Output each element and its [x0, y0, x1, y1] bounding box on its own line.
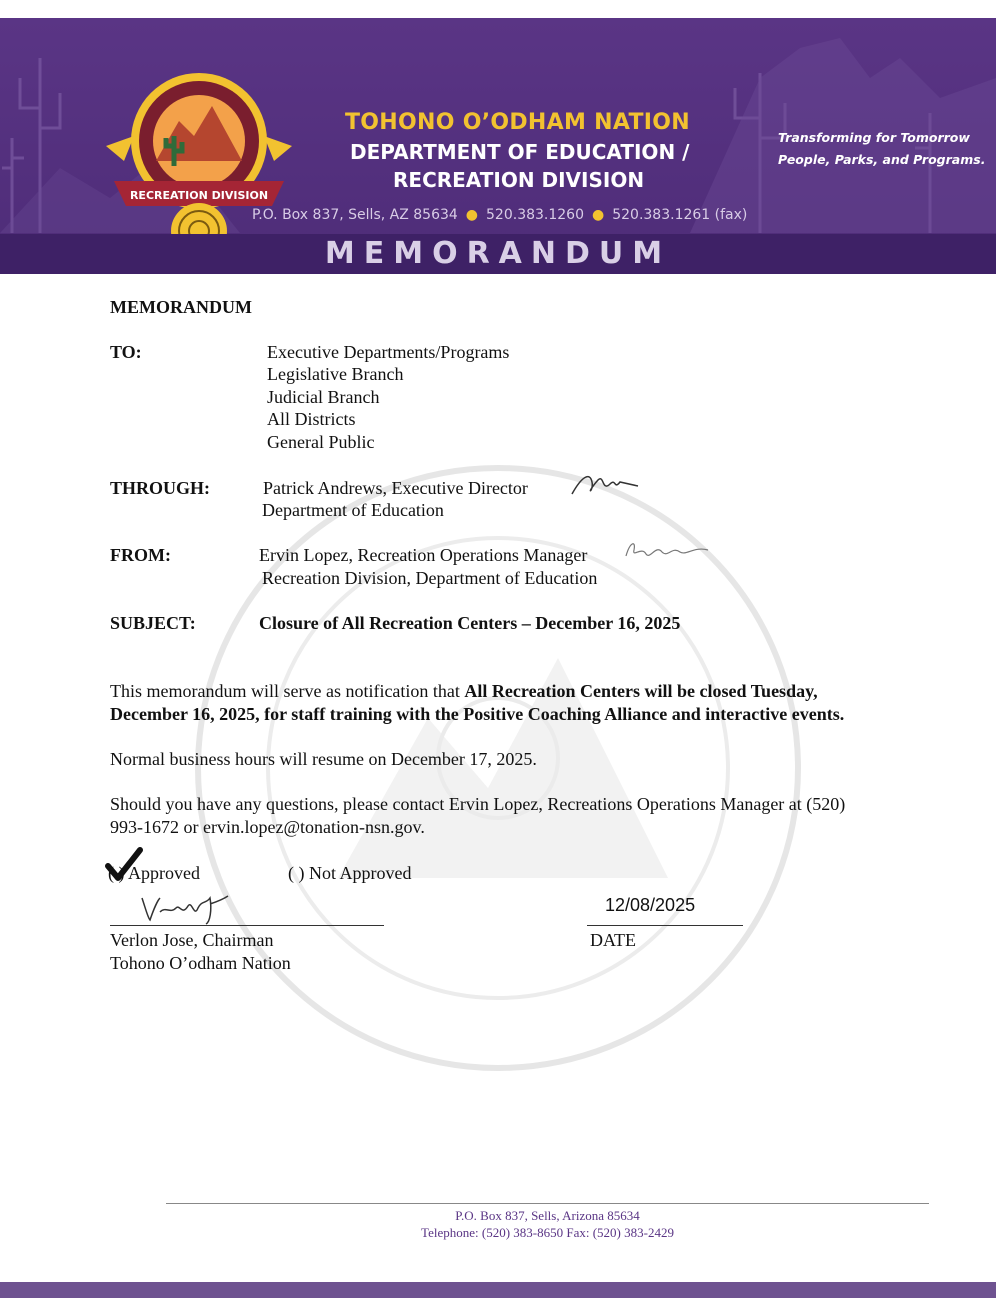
body-paragraph-2: Normal business hours will resume on December 17, 2025. [110, 749, 537, 769]
footer-address: P.O. Box 837, Sells, Arizona 85634 [455, 1208, 640, 1223]
header-phone: 520.383.1260 [486, 207, 584, 223]
bullet-icon: ● [592, 207, 605, 223]
not-approved-option: ( ) Not Approved [288, 863, 412, 883]
footer-divider [166, 1203, 929, 1204]
body-paragraph-1-cont: December 16, 2025, for staff training with the Positive Coaching Alliance and interactive events. [110, 704, 845, 724]
memorandum-bar [0, 234, 996, 274]
through-label: THROUGH: [110, 478, 211, 498]
from-line: Recreation Division, Department of Education [262, 568, 598, 588]
checkmark-icon [104, 846, 144, 882]
from-label: FROM: [110, 545, 171, 565]
date-label: DATE [590, 930, 636, 950]
to-line: Legislative Branch [267, 364, 404, 384]
footer-contact: Telephone: (520) 383-8650 Fax: (520) 383-2429 [421, 1225, 674, 1240]
to-label: TO: [110, 342, 142, 362]
through-line: Patrick Andrews, Executive Director [263, 478, 528, 498]
signature-line [110, 925, 384, 926]
signer-name: Verlon Jose, Chairman [110, 930, 274, 950]
memo-heading: MEMORANDUM [110, 297, 252, 317]
body-emphasis: All Recreation Centers will be closed Tuesday, [464, 681, 818, 701]
tagline-1: Transforming for Tomorrow [778, 130, 970, 145]
body-paragraph-3-cont: 993-1672 or ervin.lopez@tonation-nsn.gov. [110, 817, 425, 837]
organization-name: TOHONO O’ODHAM NATION [345, 110, 690, 135]
header-fax: 520.383.1261 (fax) [612, 207, 748, 223]
to-line: Executive Departments/Programs [267, 342, 510, 362]
tagline-2: People, Parks, and Programs. [778, 152, 986, 167]
signer-organization: Tohono O’odham Nation [110, 953, 291, 973]
body-paragraph-1 [110, 680, 818, 702]
through-line: Department of Education [262, 500, 444, 520]
from-line: Ervin Lopez, Recreation Operations Manager [259, 545, 588, 565]
approved-option: ( ) Approved [108, 863, 200, 883]
to-line: Judicial Branch [267, 387, 380, 407]
date-value: 12/08/2025 [605, 895, 696, 915]
to-line: All Districts [267, 409, 356, 429]
banner-title: MEMORANDUM [324, 236, 672, 271]
letterhead-banner [0, 18, 996, 274]
subject-label: SUBJECT: [110, 613, 196, 633]
subject-text: Closure of All Recreation Centers – December 16, 2025 [259, 613, 681, 633]
through-signature [568, 470, 643, 502]
department-line-2: RECREATION DIVISION [393, 168, 645, 192]
from-signature [622, 536, 712, 566]
chairman-signature [136, 890, 232, 926]
header-contact-line [252, 207, 747, 223]
svg-text:RECREATION DIVISION: RECREATION DIVISION [129, 189, 269, 202]
bullet-icon: ● [465, 207, 479, 223]
department-line-1: DEPARTMENT OF EDUCATION / [350, 140, 690, 164]
body-text: This memorandum will serve as notification that [110, 681, 465, 701]
body-paragraph-3: Should you have any questions, please contact Ervin Lopez, Recreations Operations Manager at (520) [110, 794, 846, 814]
header-address: P.O. Box 837, Sells, AZ 85634 [252, 207, 458, 223]
date-line [587, 925, 743, 926]
to-line: General Public [267, 432, 375, 452]
bottom-color-bar [0, 1282, 996, 1298]
